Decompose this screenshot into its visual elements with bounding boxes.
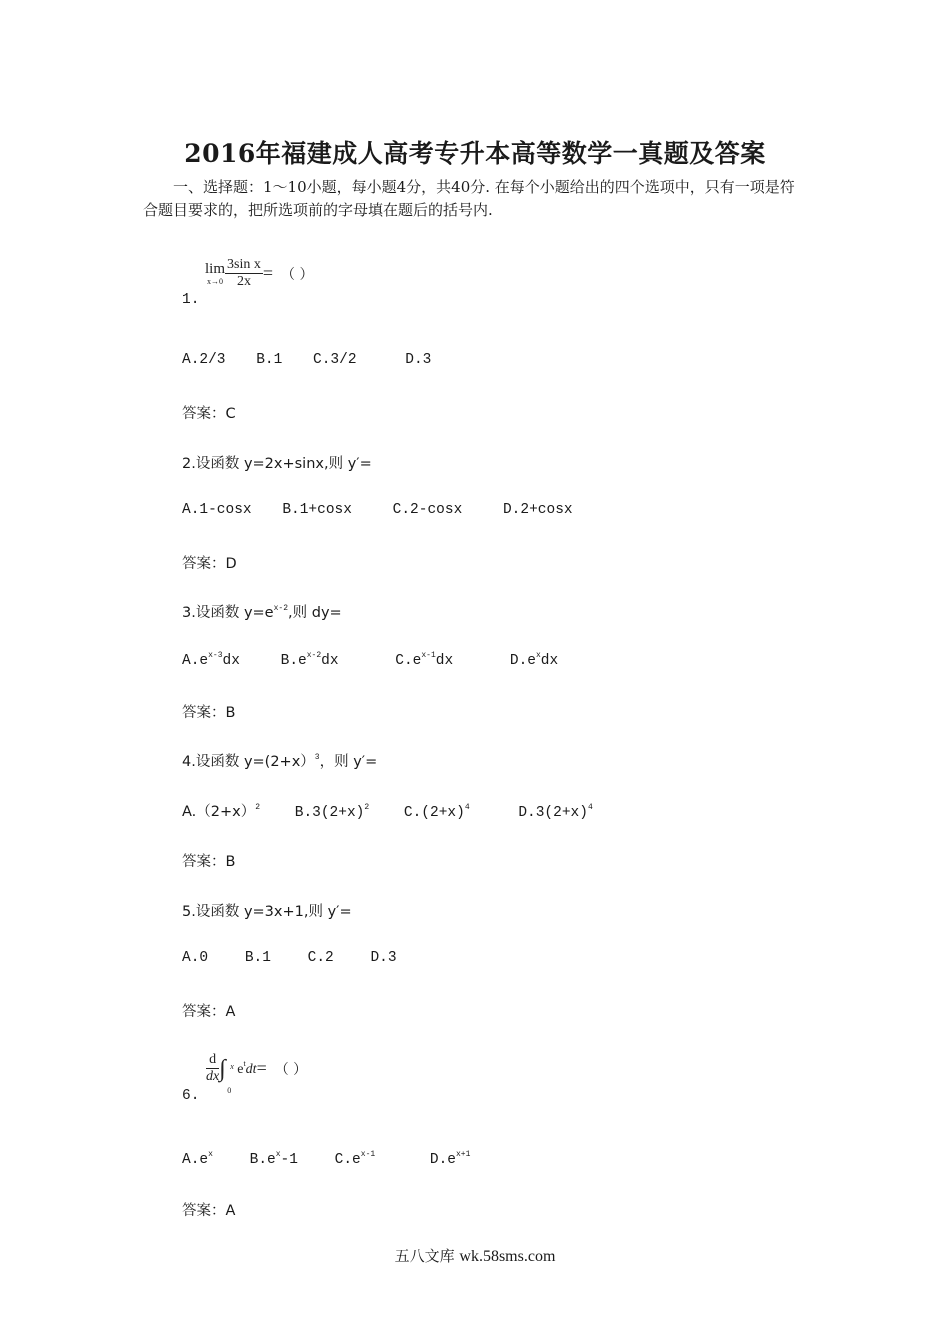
q5-option-c: C.2 [307, 950, 334, 966]
section-intro: 一、选择题：1～10小题，每小题4分，共40分. 在每个小题给出的四个选项中，只有一项是符合题目要求的，把所选项前的字母填在题后的括号内. [143, 178, 795, 219]
q4-answer [182, 850, 235, 871]
q4-question-post: ，则 y′= [319, 754, 378, 770]
q3-option-c [395, 651, 453, 669]
page-footer [0, 1245, 950, 1266]
q6-derivative [206, 1052, 219, 1085]
q6-option-d-pre: D.e [429, 1152, 456, 1168]
q1-denominator: 2x [236, 274, 251, 289]
q5-option-b: B.1 [244, 950, 271, 966]
q4-answer-text: 答案：B [182, 854, 236, 870]
q1-number: 1. [182, 292, 200, 308]
q4-question-pre: 4.设函数 y=(2+x） [182, 754, 315, 770]
q1-formula [205, 257, 313, 290]
q3-option-a-pre: A.e [182, 653, 209, 669]
q6-option-c-pre: C.e [334, 1152, 361, 1168]
q1-equals: = [262, 263, 274, 283]
q1-option-d: D.3 [405, 352, 432, 368]
q3-option-a [182, 651, 240, 669]
q5-answer-text: 答案：A [182, 1004, 236, 1020]
q3-option-b-post: dx [321, 653, 339, 669]
q4-option-d [518, 803, 592, 821]
q4-option-d-pre: D.3(2+x) [518, 805, 588, 821]
q6-integral-sign: ∫ x 0 [219, 1056, 233, 1082]
q2-option-b: B.1+cosx [282, 502, 352, 518]
q3-option-a-sup: x-3 [208, 651, 223, 660]
q6-option-a-sup: x [208, 1150, 213, 1159]
q4-question [182, 750, 377, 771]
q1-answer-blank: （ ） [281, 266, 314, 283]
q2-option-a: A.1-cosx [182, 502, 252, 518]
q6-option-b [250, 1150, 298, 1168]
q2-option-d: D.2+cosx [502, 502, 573, 518]
q6-option-b-post: -1 [280, 1152, 298, 1168]
footer-site-name: 五八文库 [394, 1247, 455, 1265]
q3-answer [182, 701, 235, 722]
q3-question-post: ,则 dy= [288, 605, 342, 621]
q4-option-c-pre: C.(2+x) [403, 805, 465, 821]
q5-question-text: 5.设函数 y=3x+1,则 y′= [182, 904, 352, 920]
q6-option-b-pre: B.e [249, 1152, 276, 1168]
q3-option-b [281, 651, 339, 669]
q1-lim-sub: x→0 [207, 276, 223, 286]
q5-answer [182, 1000, 235, 1021]
q6-d-denominator: dx [206, 1069, 220, 1084]
q6-answer [182, 1199, 235, 1220]
q6-formula [206, 1052, 308, 1095]
q3-option-c-post: dx [435, 653, 454, 669]
q1-option-a: A.2/3 [182, 352, 226, 368]
q4-option-b [295, 803, 369, 821]
q6-d-numerator: d [206, 1052, 219, 1069]
q2-options [182, 502, 595, 518]
q3-question-pre: 3.设函数 y=e [182, 605, 274, 621]
q4-option-b-pre: B.3(2+x) [294, 805, 365, 821]
q6-integrand-base: e [237, 1062, 244, 1077]
q2-answer-text: 答案：D [182, 556, 237, 572]
footer-url[interactable]: wk.58sms.com [459, 1248, 556, 1265]
q6-integrand-sup: t [243, 1059, 246, 1068]
q6-option-c-sup: x-1 [360, 1150, 376, 1159]
q6-options [182, 1150, 492, 1168]
q4-option-b-sup: 2 [364, 803, 370, 812]
q3-option-d-post: dx [540, 653, 559, 669]
q1-options [182, 352, 453, 368]
q2-answer [182, 552, 237, 573]
q1-fraction [225, 257, 263, 290]
q1-option-c: C.3/2 [313, 352, 357, 368]
q6-option-a [182, 1150, 213, 1168]
q5-option-a: A.0 [182, 950, 209, 966]
q3-option-a-post: dx [222, 653, 240, 669]
q1-numerator: 3sin x [227, 257, 261, 272]
q3-question [182, 601, 342, 622]
q3-option-d-sup: x [535, 651, 541, 660]
q5-options [182, 950, 419, 966]
q3-option-b-sup: x-2 [306, 651, 322, 660]
q6-equals: = [256, 1058, 267, 1078]
q3-options [182, 651, 580, 669]
q6-answer-text: 答案：A [182, 1203, 236, 1219]
q6-int-lower: 0 [227, 1085, 232, 1095]
q3-option-c-sup: x-1 [421, 651, 436, 660]
q2-question [182, 452, 372, 473]
q4-option-c [404, 803, 470, 821]
q6-option-a-pre: A.e [182, 1152, 209, 1168]
page-title: 2016年福建成人高考专升本高等数学一真题及答案 [184, 139, 766, 168]
q3-option-b-pre: B.e [280, 653, 307, 669]
q6-option-d-sup: x+1 [455, 1150, 471, 1159]
q4-option-a-pre: A.（2+x） [182, 804, 256, 820]
q1-option-b: B.1 [256, 352, 283, 368]
q5-option-d: D.3 [370, 950, 397, 966]
q1-lim-text: lim [205, 260, 226, 277]
q4-option-c-sup: 4 [464, 803, 470, 812]
q1-answer [182, 402, 236, 423]
q4-options [182, 800, 615, 821]
q6-option-b-sup: x [275, 1150, 281, 1159]
q3-answer-text: 答案：B [182, 705, 236, 721]
q2-question-text: 2.设函数 y=2x+sinx,则 y′= [182, 456, 372, 472]
q1-answer-text: 答案：C [182, 406, 236, 422]
q6-option-c [335, 1150, 376, 1168]
q6-int-upper: x [230, 1061, 234, 1071]
q6-answer-blank: （ ） [274, 1061, 308, 1078]
q6-option-d [430, 1150, 471, 1168]
q4-question-sup: 3 [314, 753, 320, 762]
q2-option-c: C.2-cosx [392, 502, 463, 518]
q1-limit [205, 262, 225, 286]
q6-dt: dt [245, 1062, 257, 1077]
q4-option-d-sup: 4 [587, 803, 593, 812]
q6-number: 6. [182, 1088, 200, 1104]
q4-option-a-sup: 2 [255, 803, 261, 812]
q6-integrand [237, 1059, 257, 1077]
q3-question-sup: x-2 [273, 604, 289, 613]
q5-question [182, 900, 352, 921]
q3-option-d [510, 651, 558, 669]
q4-option-a [182, 800, 260, 821]
q3-option-d-pre: D.e [509, 653, 536, 669]
q3-option-c-pre: C.e [395, 653, 422, 669]
